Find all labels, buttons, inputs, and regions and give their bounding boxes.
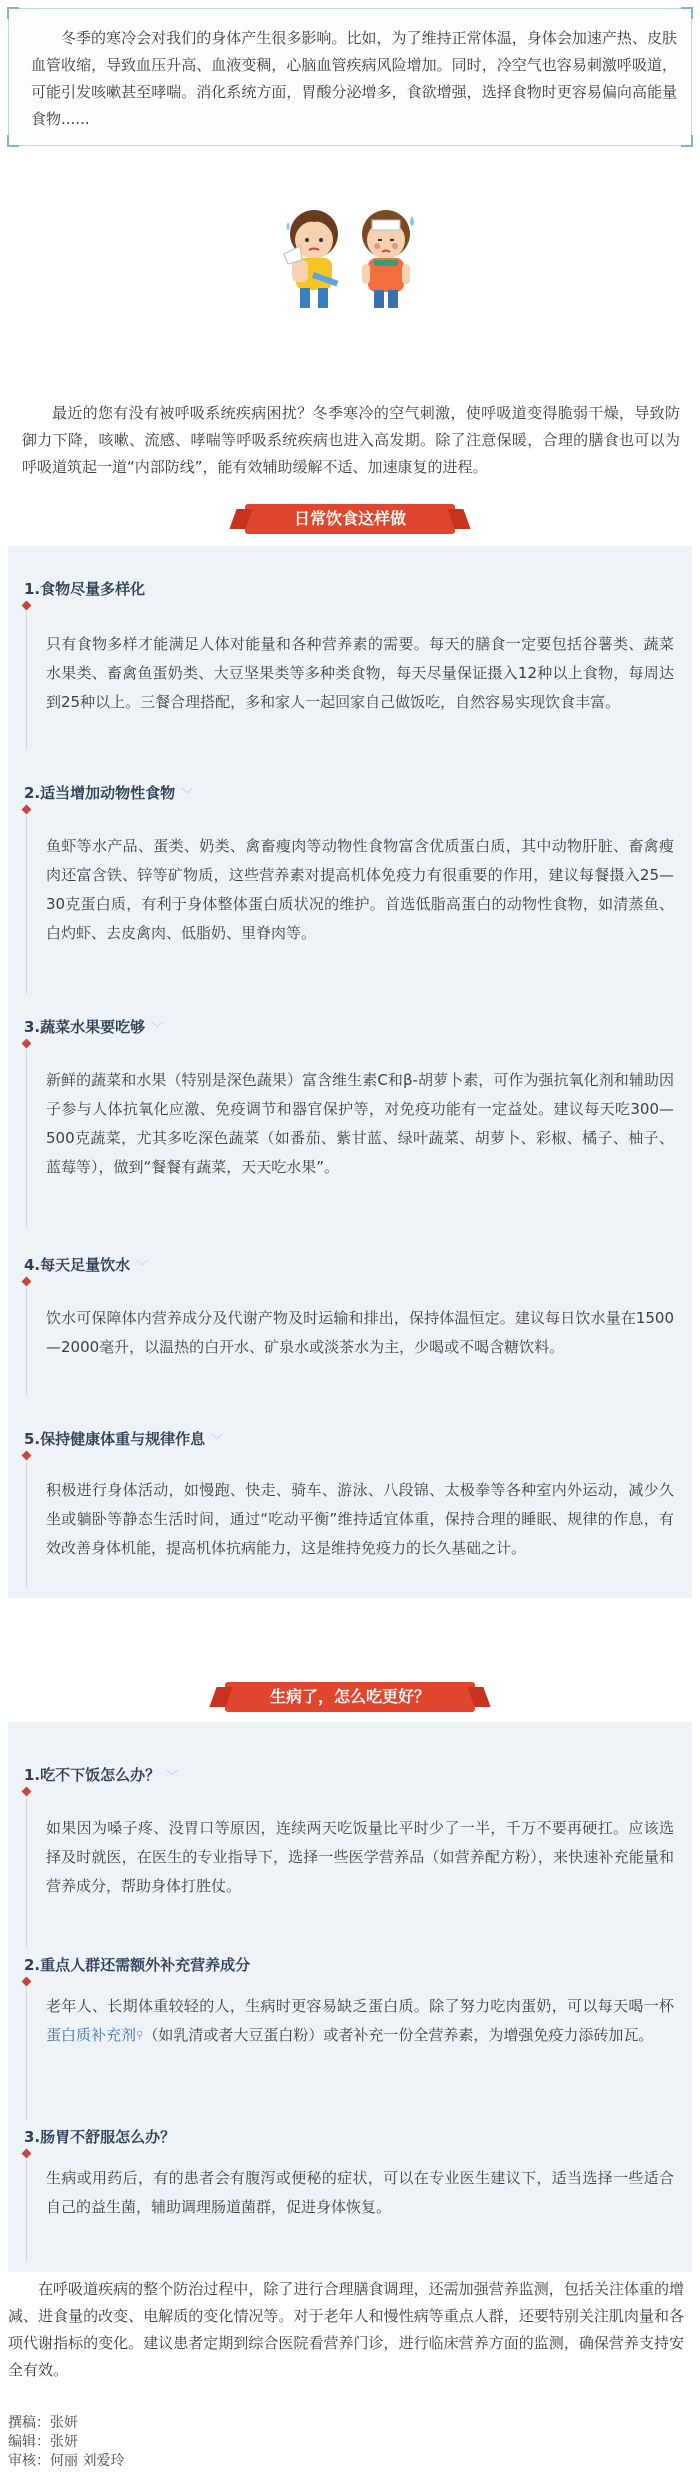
tip-body: 鱼虾等水产品、蛋类、奶类、禽畜瘦肉等动物性食物富含优质蛋白质，其中动物肝脏、畜禽瘦肉还富含铁、锌等矿物质，这些营养素对提高机体免疫力有很重要的作用，建议每餐摄入25—30克蛋白质，有利于身体整体蛋白质状况的维护。首选低脂高蛋白的动物性食物，如清蒸鱼、白灼虾、去皮禽肉、低脂奶、里脊肉等。 (46, 837, 674, 942)
tip-title: 5.保持健康体重与规律作息 ﹀ (24, 1430, 224, 1448)
corner-decoration (7, 135, 19, 147)
tip-marker (22, 2149, 32, 2159)
tip-line (26, 1798, 27, 1948)
tip-line (26, 612, 27, 750)
tip-line (26, 1050, 27, 1228)
closing-paragraph: 在呼吸道疾病的整个防治过程中，除了进行合理膳食调理，还需加强营养监测，包括关注体重的增减、进食量的改变、电解质的变化情况等。对于老年人和慢性病等重点人群，还要特别关注肌肉量和各项代谢指标的变化。建议患者定期到综合医院看营养门诊，进行临床营养方面的监测，确保营养支持安全有效。 (8, 2280, 684, 2379)
wave-decoration-icon: ﹀ (211, 1433, 224, 1447)
tip-marker (22, 1277, 32, 1287)
tip-line (26, 1462, 27, 1588)
tip-line (26, 816, 27, 994)
corner-decoration (681, 7, 693, 19)
tip-body: 积极进行身体活动，如慢跑、快走、骑车、游泳、八段锦、太极拳等各种室内外运动，减少久坐或躺卧等静态生活时间，通过“吃动平衡”维持适宜体重，保持合理的睡眠、规律的作息，有效改善身体机能，提高机体抗病能力，这是维持免疫力的长久基础之计。 (46, 1481, 674, 1557)
tip-line (26, 2160, 27, 2262)
tip-body: 只有食物多样才能满足人体对能量和各种营养素的需要。每天的膳食一定要包括谷薯类、蔬菜水果类、畜禽鱼蛋奶类、大豆坚果类等多种类食物，每天尽量保证摄入12种以上食物，每周达到25种以上。三餐合理搭配，多和家人一起回家自己做饭吃，自然容易实现饮食丰富。 (46, 635, 674, 711)
tip-title: 1.吃不下饭怎么办？ ﹀ (24, 1766, 179, 1784)
corner-decoration (681, 135, 693, 147)
tip-marker (22, 805, 32, 815)
credit-editor: 编辑：张妍 (8, 2434, 78, 2450)
daily-diet-panel (8, 546, 692, 1598)
tip-title: 4.每天足量饮水 ﹀ (24, 1256, 149, 1274)
tip-line (26, 1988, 27, 2120)
intro-text: 冬季的寒冷会对我们的身体产生很多影响。比如，为了维持正常体温，身体会加速产热、皮肤血管收缩，导致血压升高、血液变稠，心脑血管疾病风险增加。同时，冷空气也容易刺激呼吸道，可能引发咳嗽甚至哮喘。消化系统方面，胃酸分泌增多，食欲增强，选择食物时更容易偏向高能量食物...... (31, 29, 677, 128)
intro-box (8, 8, 692, 146)
wave-decoration-icon: ﹀ (166, 1769, 179, 1783)
wave-decoration-icon: ﹀ (151, 1021, 164, 1035)
wave-decoration-icon: ﹀ (136, 1259, 149, 1273)
tip-body: 老年人、长期体重较轻的人，生病时更容易缺乏蛋白质。除了努力吃肉蛋奶，可以每天喝一杯蛋白质补充剂⚲（如乳清或者大豆蛋白粉）或者补充一份全营养素，为增强免疫力添砖加瓦。 (46, 1997, 674, 2044)
banner-title: 日常饮食这样做 (293, 509, 406, 528)
credit-author: 撰稿：张妍 (8, 2415, 78, 2431)
tip-body: 生病或用药后，有的患者会有腹泻或便秘的症状，可以在专业医生建议下，适当选择一些适合自己的益生菌，辅助调理肠道菌群，促进身体恢复。 (46, 2169, 674, 2216)
wave-decoration-icon: ﹀ (181, 787, 194, 801)
tip-title: 3.肠胃不舒服怎么办？ (24, 2128, 176, 2146)
tip-title: 2.适当增加动物性食物 ﹀ (24, 784, 194, 802)
section-banner-daily-diet (245, 498, 455, 538)
tip-body: 新鲜的蔬菜和水果（特别是深色蔬果）富含维生素C和β-胡萝卜素，可作为强抗氧化剂和辅助因子参与人体抗氧化应激、免疫调节和器官保护等，对免疫功能有一定益处。建议每天吃300—500克蔬菜，尤其多吃深色蔬菜（如番茄、紫甘蓝、绿叶蔬菜、胡萝卜、彩椒、橘子、柚子、蓝莓等），做到“餐餐有蔬菜，天天吃水果”。 (46, 1071, 674, 1176)
tip-title: 2.重点人群还需额外补充营养成分 (24, 1956, 251, 1974)
credit-review: 审核：何丽 刘爱玲 (8, 2453, 125, 2469)
tip-marker (22, 1451, 32, 1461)
tip-body: 饮水可保障体内营养成分及代谢产物及时运输和排出，保持体温恒定。建议每日饮水量在1500—2000毫升，以温热的白开水、矿泉水或淡茶水为主，少喝或不喝含糖饮料。 (46, 1309, 674, 1356)
sick-children-illustration (262, 198, 438, 316)
tip-marker (22, 1787, 32, 1797)
lead-paragraph: 最近的您有没有被呼吸系统疾病困扰？冬季寒冷的空气刺激，使呼吸道变得脆弱干燥，导致防御力下降，咳嗽、流感、哮喘等呼吸系统疾病也进入高发期。除了注意保暖，合理的膳食也可以为呼吸道筑起一道“内部防线”，能有效辅助缓解不适、加速康复的进程。 (22, 404, 680, 476)
banner-title: 生病了，怎么吃更好？ (269, 1687, 430, 1706)
tip-line (26, 1288, 27, 1396)
search-icon: ⚲ (136, 2030, 144, 2041)
tip-marker (22, 1977, 32, 1987)
when-sick-panel (8, 1722, 692, 2272)
section-banner-when-sick (225, 1676, 475, 1716)
tip-title: 3.蔬菜水果要吃够 ﹀ (24, 1018, 164, 1036)
tip-title: 1.食物尽量多样化 (24, 580, 146, 598)
protein-supplement-link[interactable]: 蛋白质补充剂 (46, 2026, 137, 2044)
tip-marker (22, 601, 32, 611)
corner-decoration (7, 7, 19, 19)
tip-marker (22, 1039, 32, 1049)
tip-body: 如果因为嗓子疼、没胃口等原因，连续两天吃饭量比平时少了一半，千万不要再硬扛。应该选择及时就医，在医生的专业指导下，选择一些医学营养品（如营养配方粉），来快速补充能量和营养成分，帮助身体打胜仗。 (46, 1819, 674, 1895)
